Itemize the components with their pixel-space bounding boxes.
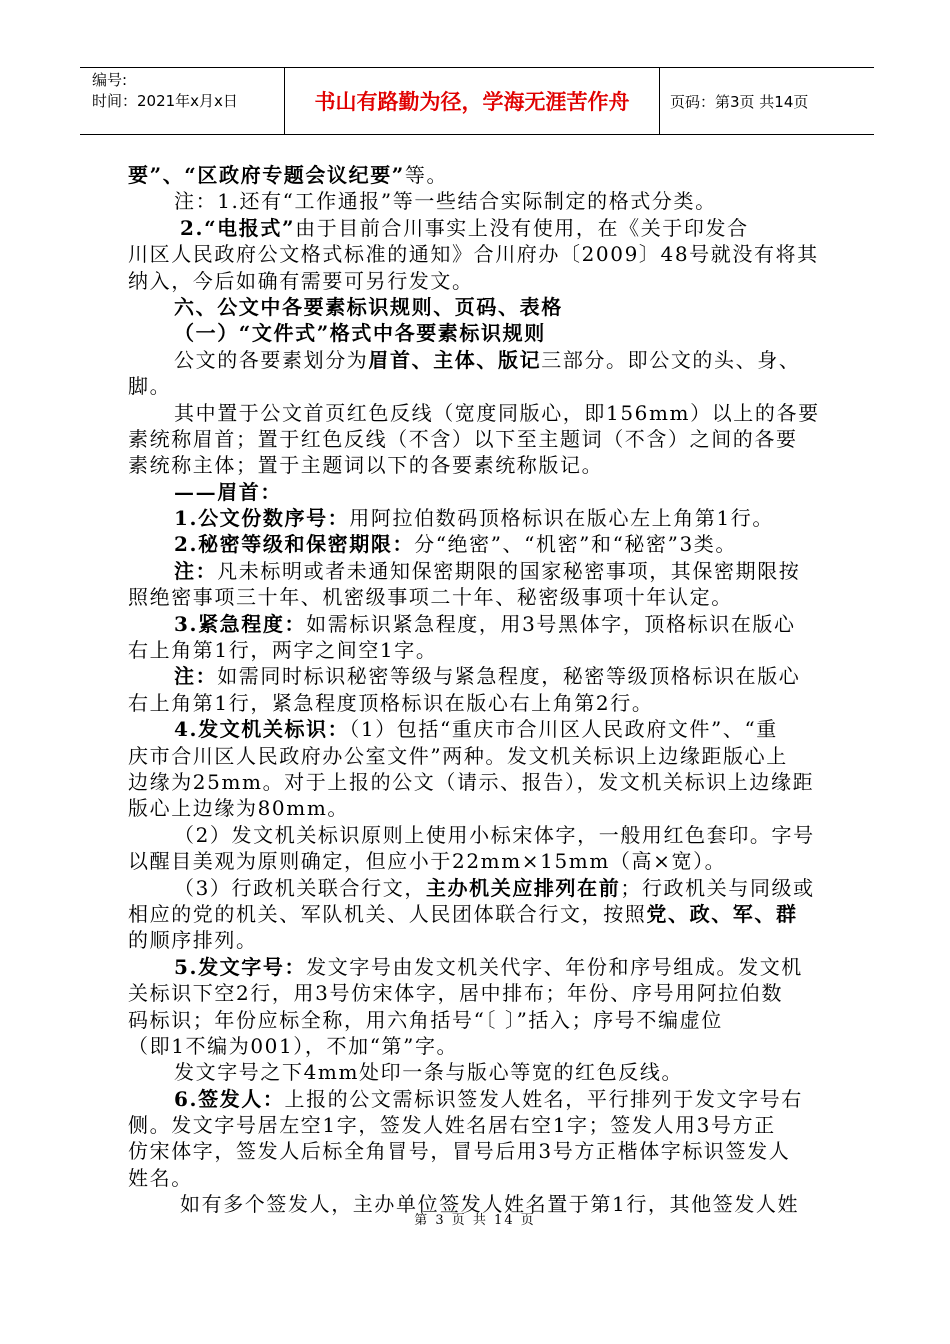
bold-text: 党、政、军、群 — [646, 901, 798, 926]
text-line — [128, 1059, 834, 1085]
body-text: 如需同时标识秘密等级与紧急程度，秘密等级顶格标识在版心 — [217, 664, 801, 689]
body-text: （3）行政机关联合行文， — [174, 875, 426, 900]
text-line — [128, 320, 834, 346]
text-line — [128, 637, 834, 663]
body-text: 仿宋体字，签发人后标全角冒号，冒号后用3号方正楷体字标识签发人 — [128, 1139, 791, 1164]
body-text: 照绝密事项三十年、机密级事项二十年、秘密级事项十年认定。 — [128, 585, 733, 610]
text-line — [128, 716, 834, 742]
header-page-info: 页码：第3页 共14页 — [670, 92, 809, 111]
body-text: 其中置于公文首页红色反线（宽度同版心，即156mm）以上的各要 — [174, 400, 820, 425]
body-text: 发文字号之下4mm处印一条与版心等宽的红色反线。 — [174, 1060, 684, 1085]
bold-text: 3.紧急程度： — [174, 611, 307, 636]
header-time-label: 时间：2021年x月x日 — [92, 92, 238, 110]
header-number-label: 编号: — [92, 71, 128, 89]
text-line — [128, 690, 834, 716]
text-line — [128, 1165, 834, 1191]
text-line — [128, 505, 834, 531]
bold-text: （一）“文件式”格式中各要素标识规则 — [174, 321, 546, 346]
text-line — [128, 1112, 834, 1138]
body-text: 素统称主体；置于主题词以下的各要素统称版记。 — [128, 453, 604, 478]
body-text: 如需标识紧急程度，用3号黑体字，顶格标识在版心 — [306, 611, 796, 636]
bold-text: 4.发文机关标识： — [174, 717, 350, 742]
text-line — [128, 769, 834, 795]
text-line — [128, 1138, 834, 1164]
body-text: 脚。 — [128, 374, 172, 399]
text-line — [128, 1007, 834, 1033]
body-text: （即1不编为001），不加“第”字。 — [128, 1033, 459, 1058]
text-line — [128, 188, 834, 214]
body-text: 以醒目美观为原则确定，但应小于22mm×15mm（高×宽）。 — [128, 849, 727, 874]
text-line — [128, 452, 834, 478]
body-text: ；行政机关与同级或 — [620, 875, 815, 900]
body-text: 相应的党的机关、军队机关、人民团体联合行文，按照 — [128, 901, 647, 926]
bold-text: 6.签发人： — [174, 1086, 285, 1111]
text-line — [128, 426, 834, 452]
bold-text: 眉首、主体、版记 — [368, 347, 542, 372]
text-line — [128, 901, 834, 927]
bold-text: 注： — [174, 558, 218, 583]
text-line — [128, 215, 834, 241]
body-text: 川区人民政府公文格式标准的通知》合川府办〔2009〕48号就没有将其 — [128, 242, 819, 267]
document-body — [128, 162, 834, 1218]
text-line — [128, 875, 834, 901]
body-text: 码标识；年份应标全称，用六角括号“〔 〕”括入；序号不编虚位 — [128, 1007, 723, 1032]
body-text: 分“绝密”、“机密”和“秘密”3类。 — [414, 532, 737, 557]
text-line — [128, 584, 834, 610]
bold-text: ——眉首： — [174, 479, 282, 504]
body-text: 庆市合川区人民政府办公室文件”两种。发文机关标识上边缘距版心上 — [128, 743, 788, 768]
text-line — [128, 743, 834, 769]
bold-text: 2.秘密等级和保密期限： — [174, 532, 415, 557]
header-meta — [80, 68, 285, 134]
body-text: 右上角第1行，两字之间空1字。 — [128, 638, 438, 663]
body-text: 上报的公文需标识签发人姓名，平行排列于发文字号右 — [284, 1086, 803, 1111]
body-text: 素统称眉首；置于红色反线（不含）以下至主题词（不含）之间的各要 — [128, 426, 798, 451]
body-text: 版心上边缘为80mm。 — [128, 796, 349, 821]
bold-text: 1.公文份数序号： — [174, 506, 350, 531]
body-text: 的顺序排列。 — [128, 928, 258, 953]
header-motto: 书山有路勤为径，学海无涯苦作舟 — [285, 68, 660, 134]
text-line — [128, 558, 834, 584]
text-line — [128, 954, 834, 980]
text-line — [128, 822, 834, 848]
body-text: 发文字号由发文机关代字、年份和序号组成。发文机 — [306, 954, 803, 979]
body-text: 凡未标明或者未通知保密期限的国家秘密事项，其保密期限按 — [217, 558, 801, 583]
page-footer: 第 3 页 共 14 页 — [414, 1213, 536, 1228]
body-text: 姓名。 — [128, 1165, 193, 1190]
text-line — [128, 848, 834, 874]
bold-text: 六、公文中各要素标识规则、页码、表格 — [174, 294, 563, 319]
body-text: （1）包括“重庆市合川区人民政府文件”、“重 — [349, 717, 778, 742]
body-text: 注：1.还有“工作通报”等一些结合实际制定的格式分类。 — [174, 189, 717, 214]
body-text: 边缘为25mm。对于上报的公文（请示、报告），发文机关标识上边缘距 — [128, 769, 815, 794]
document-header — [80, 67, 874, 135]
body-text: 由于目前合川事实上没有使用，在《关于印发合 — [295, 215, 749, 240]
body-text: （2）发文机关标识原则上使用小标宋体字，一般用红色套印。字号 — [174, 822, 815, 847]
bold-text: 5.发文字号： — [174, 954, 307, 979]
text-line — [128, 347, 834, 373]
text-line — [128, 268, 834, 294]
text-line — [128, 294, 834, 320]
body-text: 用阿拉伯数码顶格标识在版心左上角第1行。 — [349, 506, 775, 531]
bold-text: 注： — [174, 664, 218, 689]
text-line — [128, 980, 834, 1006]
text-line — [128, 479, 834, 505]
text-line — [128, 663, 834, 689]
body-text: 纳入，今后如确有需要可另行发文。 — [128, 268, 474, 293]
bold-text: 主办机关应排列在前 — [425, 875, 621, 900]
text-line — [128, 373, 834, 399]
body-text: 侧。发文字号居左空1字，签发人姓名居右空1字；签发人用3号方正 — [128, 1113, 776, 1138]
body-text: 三部分。即公文的头、身、 — [541, 347, 801, 372]
text-line — [128, 795, 834, 821]
text-line — [128, 927, 834, 953]
body-text: 关标识下空2行，用3号仿宋体字，居中排布；年份、序号用阿拉伯数 — [128, 981, 784, 1006]
text-line — [128, 400, 834, 426]
body-text: 等。 — [404, 163, 449, 187]
body-text: 公文的各要素划分为 — [174, 347, 369, 372]
bold-text: 2.“电报式” — [180, 215, 296, 240]
text-line — [128, 1086, 834, 1112]
body-text: 如有多个签发人，主办单位签发人姓名置于第1行，其他签发人姓 — [180, 1192, 800, 1217]
text-line — [128, 162, 834, 188]
text-line — [128, 1033, 834, 1059]
bold-text: 要”、“区政府专题会议纪要” — [128, 163, 405, 187]
body-text: 右上角第1行，紧急程度顶格标识在版心右上角第2行。 — [128, 690, 654, 715]
text-line — [128, 611, 834, 637]
text-line — [128, 241, 834, 267]
text-line — [128, 531, 834, 557]
